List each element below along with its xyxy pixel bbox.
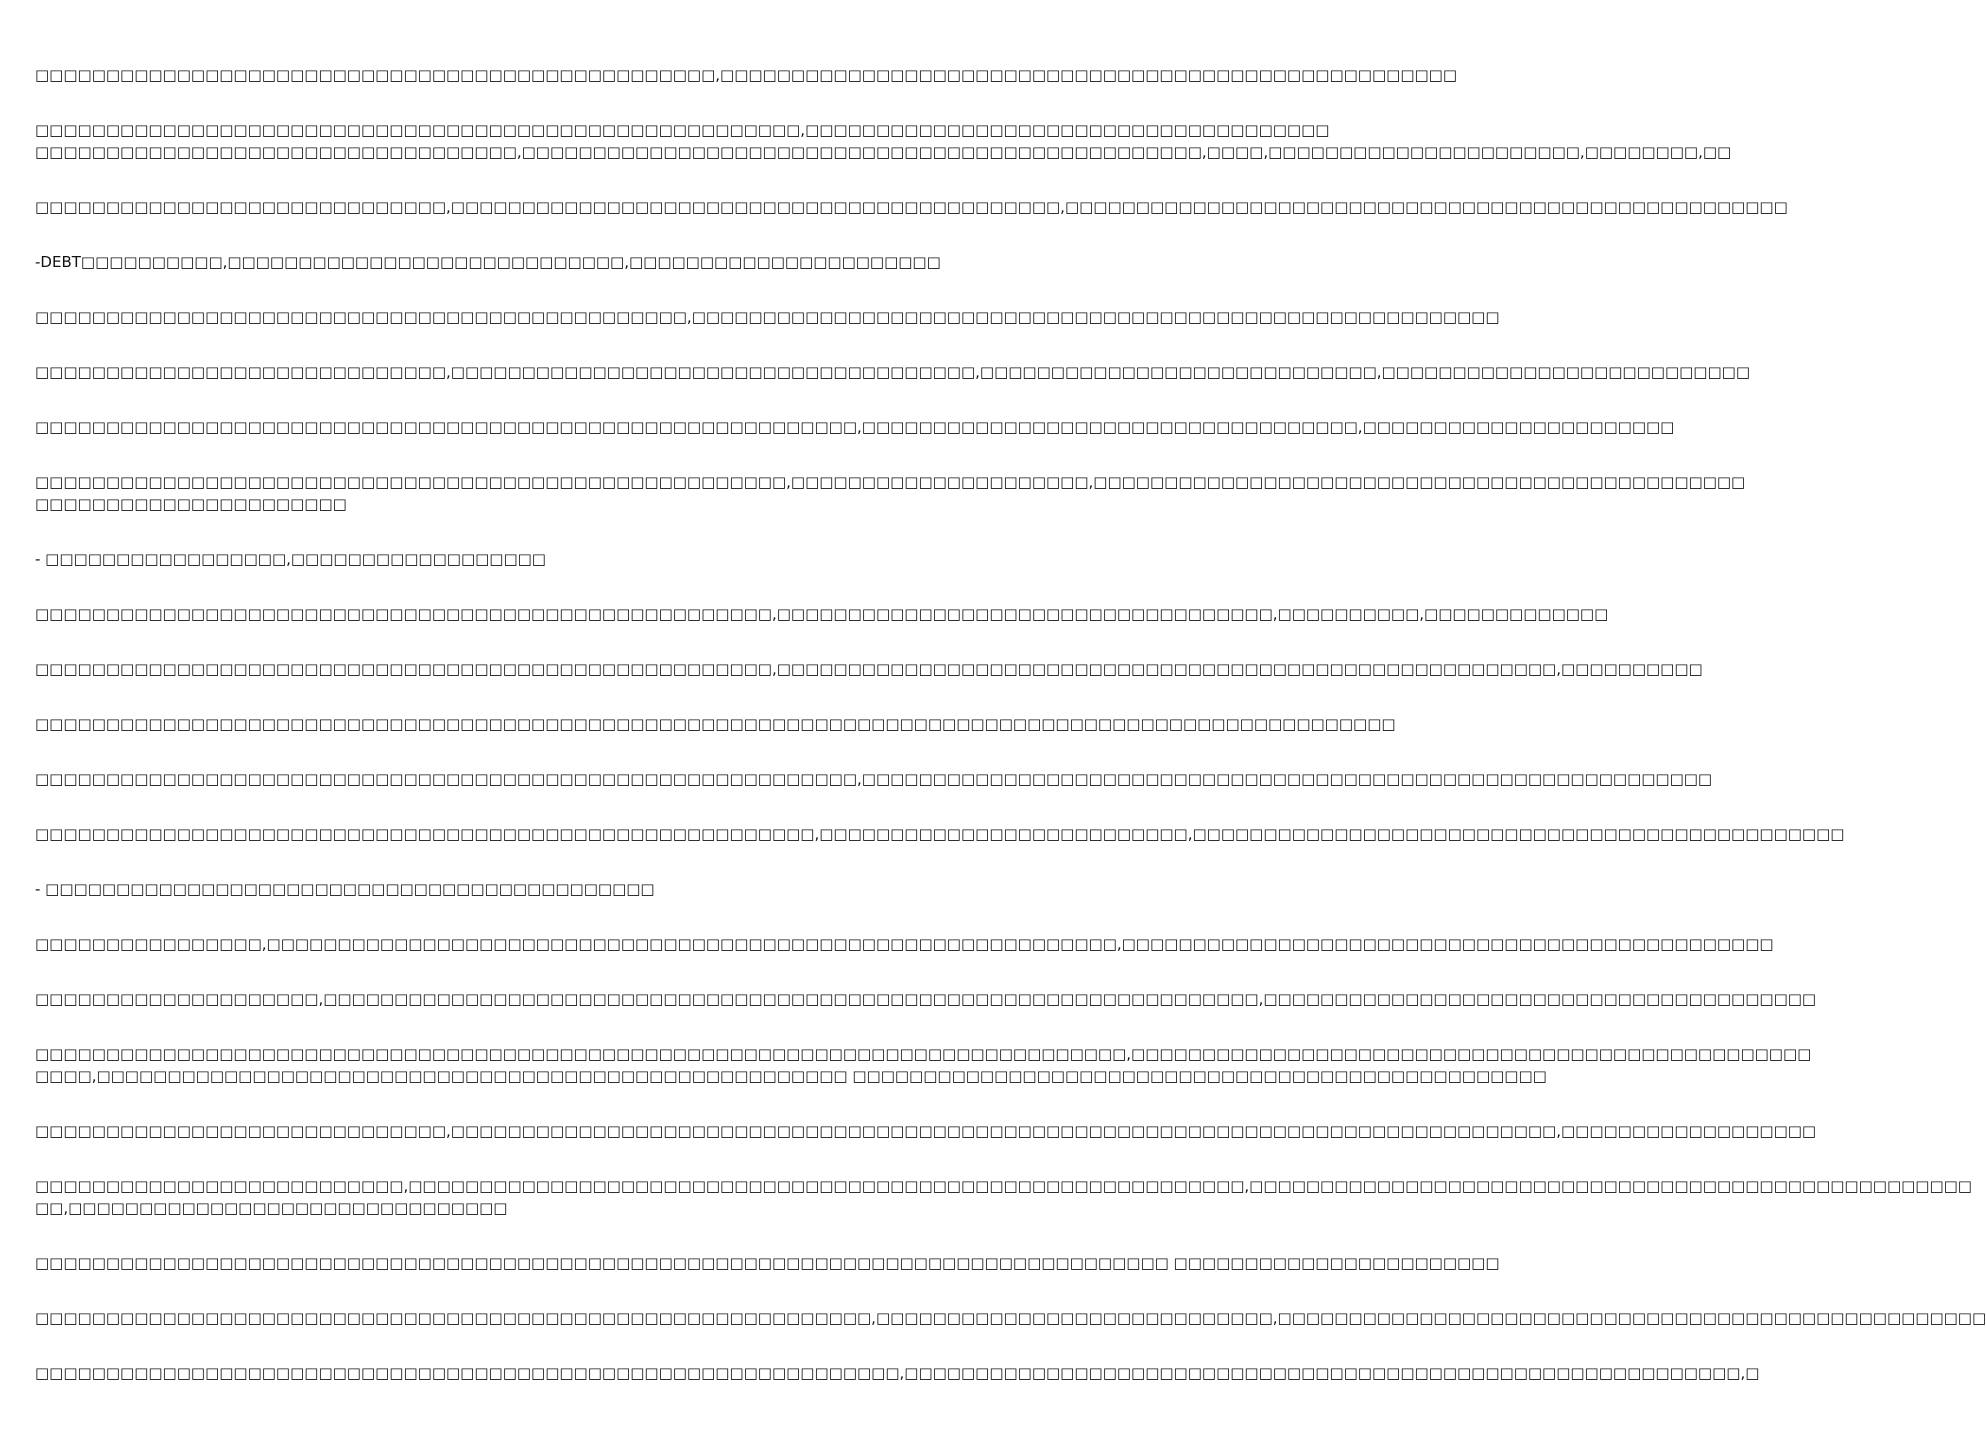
paragraph [35,64,1458,86]
paragraph-line: □□□□□□□□□□□□□□□□□□□□□□□□□□□□□□□□□□□□□□□□□□□□□□□□□□□□□□□,□□□□□□□□□□□□□□□□□□□□□□□□□□,□□□□□□□□□□□□□□□□□□□□□□□□□□□□□□□□□□□□□□□□□□□□□□ [35,825,1845,843]
paragraph-line: □□□□□□□□□□□□□□□□□□□□□□□□□□□□□□□□□□□□□□□□□□□□□□□□□□□□,□□□□□□□□□□□□□□□□□□□□□□□□□□□□□□□□□□□,□□□□□□□□□□,□□□□□□□□□□□□□ [35,605,1609,623]
paragraph [35,196,1788,218]
paragraph-line: - □□□□□□□□□□□□□□□□□□□□□□□□□□□□□□□□□□□□□□□□□□□ [35,880,655,898]
paragraph [35,823,1845,845]
paragraph-line: □□□□□□□□□□□□□□□□□□□□□□□□□□□□□□□□□□□□□□□□□□□□□□□□□□□□□□□□□□□□□□□□□□□□□□□□□□□□□□□□ □□□□□□□□□□□□□□□□□□□□□□□ [35,1254,1500,1272]
paragraph [35,1175,1972,1219]
paragraph [35,768,1713,790]
paragraph-line: □□□□□□□□□□□□□□□□□□□□□□□□□□,□□□□□□□□□□□□□□□□□□□□□□□□□□□□□□□□□□□□□□□□□□□□□□□□□□□□□□□□□□□,□□□□□□□□□□□□□□□□□□□□□□□□□□□□□□□□□□□□□□□□□□□□□□□□□□□ [35,1177,1972,1195]
paragraph-line: □□□□□□□□□□□□□□□□□□□□□□□□□□□□□,□□□□□□□□□□□□□□□□□□□□□□□□□□□□□□□□□□□□□□□□□□□,□□□□□□□□□□□□□□□□□□□□□□□□□□□□□□□□□□□□□□□□□□□□□□□□□□□ [35,198,1788,216]
paragraph-line: □□□□□□□□□□□□□□□□□□□□□□□□□□□□□□□□□□□□□□□□□□□□□□□□□□□□□□□□□□□,□□□□□□□□□□□□□□□□□□□□□□□□□□□□,□□□□□□□□□□□□□□□□□□□□□□□□□□□□□□□□□□□□□□□□□□□□□□□□□□ [35,1309,1986,1327]
paragraph-line: □□□□□□□□□□□□□□□□□□□□□□□□□□□□□□□□□□,□□□□□□□□□□□□□□□□□□□□□□□□□□□□□□□□□□□□□□□□□□□□□□□□,□□□□,□□□□□□□□□□□□□□□□□□□□□□,□□□□□□□□,□□ [35,143,1732,161]
paragraph [35,713,1396,735]
paragraph-line: -DEBT□□□□□□□□□□,□□□□□□□□□□□□□□□□□□□□□□□□□□□□,□□□□□□□□□□□□□□□□□□□□□□ [35,253,941,271]
paragraph [35,471,1746,515]
paragraph-line: □□,□□□□□□□□□□□□□□□□□□□□□□□□□□□□□□□ [35,1199,508,1217]
paragraph-line: □□□□□□□□□□□□□□□□□□□□□□□□□□□□□□□□□□□□□□□□□□□□□□□□□□□□□□,□□□□□□□□□□□□□□□□□□□□□□□□□□□□□□□□□□□□□ [35,121,1330,139]
paragraph [35,988,1817,1010]
paragraph-line: □□□□,□□□□□□□□□□□□□□□□□□□□□□□□□□□□□□□□□□□□□□□□□□□□□□□□□□□□□ □□□□□□□□□□□□□□□□□□□□□□□□□□□□□□□□□□□□□□□□□□□□□□□□□ [35,1067,1547,1085]
document-page [35,64,1986,1417]
paragraph [35,603,1609,625]
paragraph-line: □□□□□□□□□□□□□□□□□□□□□□□□□□□□□□□□□□□□□□□□□□□□□□□□□□□□□□□□□□,□□□□□□□□□□□□□□□□□□□□□□□□□□□□□□□□□□□,□□□□□□□□□□□□□□□□□□□□□□ [35,418,1675,436]
paragraph [35,1120,1817,1142]
paragraph-line: □□□□□□□□□□□□□□□□□□□□□□□□□□□□□□□□□□□□□□□□□□□□□□□□,□□□□□□□□□□□□□□□□□□□□□□□□□□□□□□□□□□□□□□□□□□□□□□□□□□□□ [35,66,1458,84]
paragraph [35,119,1732,163]
paragraph [35,658,1703,680]
paragraph-line: □□□□□□□□□□□□□□□□□□□□□□□□□□□□□,□□□□□□□□□□□□□□□□□□□□□□□□□□□□□□□□□□□□□,□□□□□□□□□□□□□□□□□□□□□□□□□□□□,□□□□□□□□□□□□□□□□□□□□□□□□□□ [35,363,1750,381]
paragraph-line: □□□□□□□□□□□□□□□□□□□□□□ [35,495,347,513]
paragraph [35,1043,1812,1087]
paragraph [35,306,1500,328]
paragraph-line: □□□□□□□□□□□□□□□□□□□□□□□□□□□□□□□□□□□□□□□□□□□□□□□□□□□□□□□□□□□□□□□□□□□□□□□□□□□□□□□□□□□□□□□□□□□□□□□□ [35,715,1396,733]
paragraph-line: □□□□□□□□□□□□□□□□,□□□□□□□□□□□□□□□□□□□□□□□□□□□□□□□□□□□□□□□□□□□□□□□□□□□□□□□□□□□□,□□□□□□□□□□□□□□□□□□□□□□□□□□□□□□□□□□□□□□□□□□□□□□ [35,935,1774,953]
paragraph [35,933,1774,955]
paragraph [35,548,990,570]
paragraph-line: □□□□□□□□□□□□□□□□□□□□□□□□□□□□□□□□□□□□□□□□□□□□□□,□□□□□□□□□□□□□□□□□□□□□□□□□□□□□□□□□□□□□□□□□□□□□□□□□□□□□□□□□ [35,308,1500,326]
paragraph [35,361,1750,383]
paragraph [35,1362,1760,1384]
paragraph [35,1252,1500,1274]
paragraph-line: □□□□□□□□□□□□□□□□□□□□□□□□□□□□□□□□□□□□□□□□□□□□□□□□□□□□□□□□□□,□□□□□□□□□□□□□□□□□□□□□□□□□□□□□□□□□□□□□□□□□□□□□□□□□□□□□□□□□□□□ [35,770,1713,788]
paragraph-line: □□□□□□□□□□□□□□□□□□□□□□□□□□□□□□□□□□□□□□□□□□□□□□□□□□□□□,□□□□□□□□□□□□□□□□□□□□□,□□□□□□□□□□□□□□□□□□□□□□□□□□□□□□□□□□□□□□□□□□□□□□ [35,473,1746,491]
paragraph-line: - □□□□□□□□□□□□□□□□□,□□□□□□□□□□□□□□□□□□ [35,550,546,568]
paragraph-line: □□□□□□□□□□□□□□□□□□□□□□□□□□□□□,□□□□□□□□□□□□□□□□□□□□□□□□□□□□□□□□□□□□□□□□□□□□□□□□□□□□□□□□□□□□□□□□□□□□□□□□□□□□□□,□□□□□□□□□□□□□□□□□□ [35,1122,1817,1140]
paragraph [35,878,990,900]
paragraph [35,251,990,273]
paragraph-line: □□□□□□□□□□□□□□□□□□□□□□□□□□□□□□□□□□□□□□□□□□□□□□□□□□□□□□□□□□□□□,□□□□□□□□□□□□□□□□□□□□□□□□□□□□□□□□□□□□□□□□□□□□□□□□□□□□□□□□□□□,□ [35,1364,1760,1382]
paragraph-line: □□□□□□□□□□□□□□□□□□□□,□□□□□□□□□□□□□□□□□□□□□□□□□□□□□□□□□□□□□□□□□□□□□□□□□□□□□□□□□□□□□□□□□□,□□□□□□□□□□□□□□□□□□□□□□□□□□□□□□□□□□□□□□□ [35,990,1817,1008]
paragraph-line: □□□□□□□□□□□□□□□□□□□□□□□□□□□□□□□□□□□□□□□□□□□□□□□□□□□□,□□□□□□□□□□□□□□□□□□□□□□□□□□□□□□□□□□□□□□□□□□□□□□□□□□□□□□□,□□□□□□□□□□ [35,660,1703,678]
paragraph-line: □□□□□□□□□□□□□□□□□□□□□□□□□□□□□□□□□□□□□□□□□□□□□□□□□□□□□□□□□□□□□□□□□□□□□□□□□□□□□,□□□□□□□□□□□□□□□□□□□□□□□□□□□□□□□□□□□□□□□□□□□□□□□□ [35,1045,1812,1063]
paragraph [35,1307,1986,1329]
paragraph [35,416,1675,438]
